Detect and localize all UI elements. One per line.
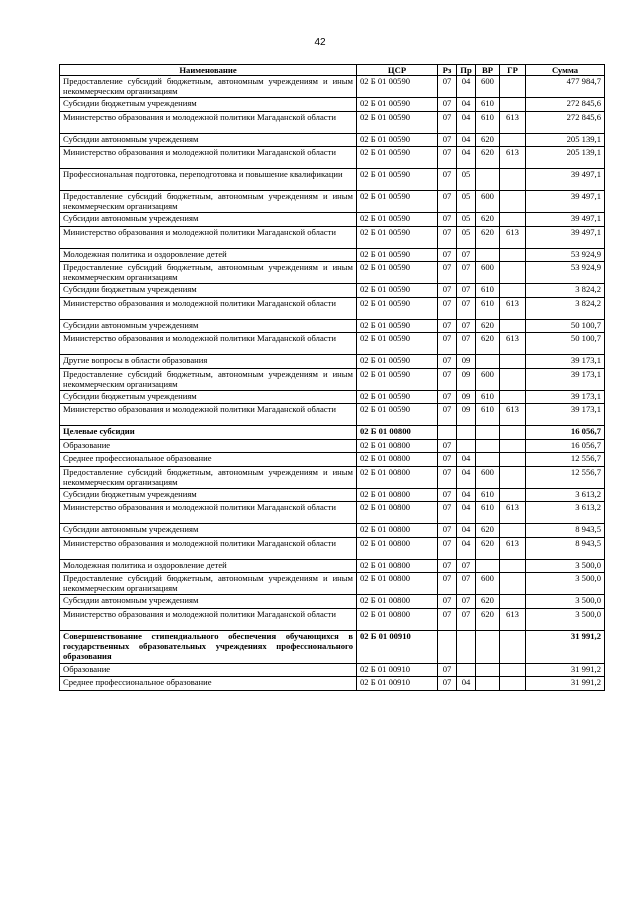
cell-csr: 02 Б 01 00800 [357, 453, 438, 467]
cell-gr [500, 213, 526, 227]
cell-rz: 07 [438, 439, 457, 453]
cell-vr [476, 439, 500, 453]
table-row [60, 111, 605, 133]
table-row [60, 76, 605, 98]
cell-gr [500, 284, 526, 298]
cell-pr: 04 [457, 76, 476, 98]
column-header-pr: Пр [457, 65, 476, 76]
cell-gr [500, 573, 526, 595]
table-row [60, 297, 605, 319]
cell-vr: 610 [476, 98, 500, 112]
cell-rz: 07 [438, 133, 457, 147]
cell-vr [476, 559, 500, 573]
cell-name: Предоставление субсидий бюджетным, автономным учреждениям и иным некоммерческим организациям [60, 466, 357, 488]
table-row [60, 524, 605, 538]
table-row [60, 147, 605, 169]
cell-vr: 620 [476, 319, 500, 333]
cell-pr: 07 [457, 297, 476, 319]
cell-sum: 3 500,0 [526, 559, 605, 573]
cell-name: Предоставление субсидий бюджетным, автономным учреждениям и иным некоммерческим организациям [60, 191, 357, 213]
table-row [60, 191, 605, 213]
cell-name: Субсидии бюджетным учреждениям [60, 488, 357, 502]
cell-sum: 31 991,2 [526, 630, 605, 663]
cell-gr [500, 559, 526, 573]
table-row [60, 133, 605, 147]
cell-csr: 02 Б 01 00590 [357, 333, 438, 355]
cell-pr: 09 [457, 355, 476, 369]
cell-gr [500, 390, 526, 404]
cell-sum: 39 497,1 [526, 213, 605, 227]
cell-gr [500, 169, 526, 191]
cell-rz: 07 [438, 453, 457, 467]
cell-gr [500, 319, 526, 333]
cell-name: Предоставление субсидий бюджетным, автономным учреждениям и иным некоммерческим организациям [60, 368, 357, 390]
cell-gr [500, 98, 526, 112]
page-number: 42 [314, 37, 326, 48]
cell-vr [476, 677, 500, 691]
cell-pr: 09 [457, 404, 476, 426]
cell-csr: 02 Б 01 00590 [357, 191, 438, 213]
cell-pr: 04 [457, 677, 476, 691]
cell-gr: 613 [500, 404, 526, 426]
cell-pr: 05 [457, 213, 476, 227]
cell-name: Министерство образования и молодежной политики Магаданской области [60, 297, 357, 319]
cell-name: Среднее профессиональнoе образование [60, 677, 357, 691]
table-row [60, 333, 605, 355]
cell-name: Другие вопросы в области образования [60, 355, 357, 369]
cell-sum: 8 943,5 [526, 537, 605, 559]
cell-sum: 16 056,7 [526, 426, 605, 440]
cell-csr: 02 Б 01 00800 [357, 466, 438, 488]
cell-vr: 610 [476, 284, 500, 298]
cell-vr: 610 [476, 502, 500, 524]
table-row [60, 663, 605, 677]
cell-sum: 53 924,9 [526, 248, 605, 262]
cell-csr: 02 Б 01 00910 [357, 630, 438, 663]
cell-gr [500, 524, 526, 538]
table-row [60, 368, 605, 390]
cell-sum: 12 556,7 [526, 466, 605, 488]
cell-pr: 07 [457, 319, 476, 333]
cell-csr: 02 Б 01 00590 [357, 226, 438, 248]
table-row [60, 226, 605, 248]
cell-csr: 02 Б 01 00910 [357, 663, 438, 677]
cell-rz: 07 [438, 191, 457, 213]
cell-rz: 07 [438, 524, 457, 538]
cell-name: Министерство образования и молодежной политики Магаданской области [60, 502, 357, 524]
cell-sum: 16 056,7 [526, 439, 605, 453]
cell-name: Предоставление субсидий бюджетным, автономным учреждениям и иным некоммерческим организациям [60, 573, 357, 595]
cell-rz: 07 [438, 169, 457, 191]
table-row [60, 537, 605, 559]
cell-csr: 02 Б 01 00590 [357, 262, 438, 284]
cell-vr [476, 663, 500, 677]
cell-rz: 07 [438, 595, 457, 609]
table-row [60, 595, 605, 609]
cell-pr: 07 [457, 573, 476, 595]
cell-vr: 620 [476, 226, 500, 248]
cell-rz: 07 [438, 502, 457, 524]
cell-name: Субсидии бюджетным учреждениям [60, 98, 357, 112]
cell-gr [500, 663, 526, 677]
cell-sum: 39 173,1 [526, 404, 605, 426]
cell-pr: 04 [457, 98, 476, 112]
cell-name: Субсидии автономным учреждениям [60, 524, 357, 538]
cell-name: Целевые субсидии [60, 426, 357, 440]
cell-gr: 613 [500, 226, 526, 248]
cell-pr: 04 [457, 502, 476, 524]
table-row [60, 466, 605, 488]
cell-csr: 02 Б 01 00800 [357, 524, 438, 538]
table-body [60, 76, 605, 691]
table-row [60, 284, 605, 298]
table-row [60, 98, 605, 112]
table-row [60, 559, 605, 573]
cell-csr: 02 Б 01 00590 [357, 213, 438, 227]
cell-name: Министерство образования и молодежной политики Магаданской области [60, 333, 357, 355]
cell-name: Министерство образования и молодежной политики Магаданской области [60, 111, 357, 133]
table-row [60, 677, 605, 691]
table-header-row [60, 65, 605, 76]
cell-csr: 02 Б 01 00800 [357, 608, 438, 630]
table-row [60, 390, 605, 404]
table-row [60, 426, 605, 440]
cell-sum: 8 943,5 [526, 524, 605, 538]
cell-pr: 07 [457, 248, 476, 262]
table-row [60, 608, 605, 630]
cell-gr: 613 [500, 502, 526, 524]
column-header-sum: Сумма [526, 65, 605, 76]
cell-sum: 3 613,2 [526, 488, 605, 502]
cell-vr: 620 [476, 147, 500, 169]
cell-pr: 07 [457, 262, 476, 284]
cell-sum: 3 500,0 [526, 595, 605, 609]
cell-vr: 620 [476, 608, 500, 630]
cell-name: Субсидии бюджетным учреждениям [60, 284, 357, 298]
cell-rz: 07 [438, 333, 457, 355]
cell-sum: 39 173,1 [526, 355, 605, 369]
cell-gr [500, 595, 526, 609]
cell-name: Субсидии автономным учреждениям [60, 319, 357, 333]
cell-rz: 07 [438, 608, 457, 630]
cell-vr: 600 [476, 191, 500, 213]
cell-rz: 07 [438, 355, 457, 369]
cell-rz: 07 [438, 537, 457, 559]
cell-sum: 39 497,1 [526, 191, 605, 213]
cell-pr [457, 439, 476, 453]
cell-csr: 02 Б 01 00590 [357, 404, 438, 426]
cell-vr: 600 [476, 262, 500, 284]
cell-gr [500, 426, 526, 440]
cell-rz: 07 [438, 111, 457, 133]
cell-pr: 04 [457, 524, 476, 538]
table-row [60, 453, 605, 467]
cell-pr [457, 663, 476, 677]
cell-rz: 07 [438, 262, 457, 284]
cell-name: Субсидии автономным учреждениям [60, 133, 357, 147]
cell-sum: 477 984,7 [526, 76, 605, 98]
cell-sum: 3 500,0 [526, 573, 605, 595]
cell-name: Министерство образования и молодежной политики Магаданской области [60, 404, 357, 426]
cell-sum: 50 100,7 [526, 319, 605, 333]
cell-rz: 07 [438, 368, 457, 390]
cell-csr: 02 Б 01 00800 [357, 439, 438, 453]
cell-name: Молодежная политика и оздоровление детей [60, 248, 357, 262]
cell-rz: 07 [438, 573, 457, 595]
cell-pr: 07 [457, 608, 476, 630]
cell-pr: 04 [457, 466, 476, 488]
cell-csr: 02 Б 01 00590 [357, 111, 438, 133]
cell-name: Предоставление субсидий бюджетным, автономным учреждениям и иным некоммерческим организациям [60, 76, 357, 98]
table-row [60, 488, 605, 502]
cell-pr: 07 [457, 595, 476, 609]
cell-pr: 07 [457, 559, 476, 573]
cell-gr: 613 [500, 333, 526, 355]
cell-gr: 613 [500, 297, 526, 319]
cell-rz: 07 [438, 98, 457, 112]
cell-name: Субсидии бюджетным учреждениям [60, 390, 357, 404]
budget-table [59, 64, 605, 691]
column-header-gr: ГР [500, 65, 526, 76]
cell-rz: 07 [438, 390, 457, 404]
cell-sum: 39 497,1 [526, 226, 605, 248]
cell-rz: 07 [438, 677, 457, 691]
cell-sum: 50 100,7 [526, 333, 605, 355]
cell-csr: 02 Б 01 00800 [357, 573, 438, 595]
cell-pr: 04 [457, 453, 476, 467]
cell-vr: 620 [476, 213, 500, 227]
cell-pr: 05 [457, 169, 476, 191]
cell-rz [438, 426, 457, 440]
cell-pr: 04 [457, 488, 476, 502]
cell-pr: 07 [457, 284, 476, 298]
table-row [60, 573, 605, 595]
cell-name: Предоставление субсидий бюджетным, автономным учреждениям и иным некоммерческим организациям [60, 262, 357, 284]
cell-csr: 02 Б 01 00800 [357, 502, 438, 524]
cell-csr: 02 Б 01 00590 [357, 147, 438, 169]
cell-sum: 272 845,6 [526, 111, 605, 133]
cell-gr: 613 [500, 147, 526, 169]
cell-sum: 205 139,1 [526, 133, 605, 147]
cell-gr [500, 466, 526, 488]
table-row [60, 262, 605, 284]
cell-sum: 39 173,1 [526, 368, 605, 390]
cell-gr [500, 76, 526, 98]
cell-gr: 613 [500, 608, 526, 630]
cell-rz: 07 [438, 284, 457, 298]
cell-sum: 3 824,2 [526, 284, 605, 298]
cell-csr: 02 Б 01 00590 [357, 76, 438, 98]
cell-gr [500, 248, 526, 262]
cell-vr [476, 355, 500, 369]
cell-csr: 02 Б 01 00590 [357, 390, 438, 404]
cell-vr: 600 [476, 573, 500, 595]
cell-name: Министерство образования и молодежной политики Магаданской области [60, 147, 357, 169]
column-header-name: Наименование [60, 65, 357, 76]
cell-vr: 620 [476, 333, 500, 355]
cell-csr: 02 Б 01 00800 [357, 537, 438, 559]
cell-name: Министерство образования и молодежной политики Магаданской области [60, 226, 357, 248]
cell-pr: 09 [457, 390, 476, 404]
cell-rz: 07 [438, 76, 457, 98]
cell-pr: 04 [457, 147, 476, 169]
cell-sum: 3 824,2 [526, 297, 605, 319]
cell-vr: 600 [476, 466, 500, 488]
cell-name: Совершенствование стипендиального обеспечения обучающихся в государственных образовательных учреждениях профессионального образования [60, 630, 357, 663]
cell-vr: 620 [476, 595, 500, 609]
cell-vr: 620 [476, 524, 500, 538]
cell-csr: 02 Б 01 00590 [357, 133, 438, 147]
cell-sum: 205 139,1 [526, 147, 605, 169]
cell-pr: 04 [457, 111, 476, 133]
cell-vr: 610 [476, 297, 500, 319]
cell-csr: 02 Б 01 00800 [357, 426, 438, 440]
cell-vr: 610 [476, 488, 500, 502]
table-row [60, 213, 605, 227]
table-row [60, 319, 605, 333]
column-header-csr: ЦСР [357, 65, 438, 76]
table-row [60, 439, 605, 453]
cell-sum: 3 500,0 [526, 608, 605, 630]
cell-gr [500, 488, 526, 502]
cell-gr [500, 355, 526, 369]
cell-name: Образование [60, 663, 357, 677]
cell-rz: 07 [438, 319, 457, 333]
cell-gr [500, 630, 526, 663]
cell-vr: 620 [476, 537, 500, 559]
cell-gr [500, 439, 526, 453]
cell-csr: 02 Б 01 00800 [357, 488, 438, 502]
cell-vr: 610 [476, 390, 500, 404]
cell-name: Субсидии автономным учреждениям [60, 595, 357, 609]
cell-vr: 600 [476, 76, 500, 98]
cell-vr [476, 453, 500, 467]
cell-pr [457, 426, 476, 440]
cell-csr: 02 Б 01 00590 [357, 368, 438, 390]
cell-sum: 39 173,1 [526, 390, 605, 404]
cell-name: Субсидии автономным учреждениям [60, 213, 357, 227]
cell-vr: 610 [476, 111, 500, 133]
cell-csr: 02 Б 01 00800 [357, 595, 438, 609]
cell-csr: 02 Б 01 00590 [357, 297, 438, 319]
cell-rz [438, 630, 457, 663]
cell-sum: 3 613,2 [526, 502, 605, 524]
cell-gr [500, 191, 526, 213]
cell-csr: 02 Б 01 00590 [357, 319, 438, 333]
cell-csr: 02 Б 01 00910 [357, 677, 438, 691]
cell-rz: 07 [438, 404, 457, 426]
cell-csr: 02 Б 01 00800 [357, 559, 438, 573]
table-row [60, 502, 605, 524]
cell-csr: 02 Б 01 00590 [357, 169, 438, 191]
cell-pr: 04 [457, 133, 476, 147]
cell-sum: 39 497,1 [526, 169, 605, 191]
cell-gr [500, 133, 526, 147]
cell-csr: 02 Б 01 00590 [357, 248, 438, 262]
cell-sum: 12 556,7 [526, 453, 605, 467]
cell-csr: 02 Б 01 00590 [357, 355, 438, 369]
cell-rz: 07 [438, 297, 457, 319]
cell-name: Профессиональная подготовка, переподготовка и повышение квалификации [60, 169, 357, 191]
table-row [60, 248, 605, 262]
cell-rz: 07 [438, 213, 457, 227]
column-header-rz: Рз [438, 65, 457, 76]
cell-gr: 613 [500, 537, 526, 559]
column-header-vr: ВР [476, 65, 500, 76]
table-row [60, 630, 605, 663]
cell-name: Министерство образования и молодежной политики Магаданской области [60, 537, 357, 559]
cell-gr [500, 453, 526, 467]
cell-gr [500, 262, 526, 284]
cell-rz: 07 [438, 466, 457, 488]
cell-gr [500, 677, 526, 691]
cell-vr [476, 630, 500, 663]
cell-gr [500, 368, 526, 390]
cell-csr: 02 Б 01 00590 [357, 284, 438, 298]
cell-pr: 05 [457, 226, 476, 248]
cell-rz: 07 [438, 559, 457, 573]
cell-pr: 09 [457, 368, 476, 390]
cell-vr [476, 426, 500, 440]
cell-vr: 600 [476, 368, 500, 390]
cell-pr: 05 [457, 191, 476, 213]
cell-name: Молодежная политика и оздоровление детей [60, 559, 357, 573]
cell-rz: 07 [438, 488, 457, 502]
cell-vr: 620 [476, 133, 500, 147]
cell-pr [457, 630, 476, 663]
cell-pr: 07 [457, 333, 476, 355]
cell-gr: 613 [500, 111, 526, 133]
cell-sum: 272 845,6 [526, 98, 605, 112]
table-row [60, 404, 605, 426]
cell-sum: 31 991,2 [526, 677, 605, 691]
cell-rz: 07 [438, 226, 457, 248]
cell-sum: 53 924,9 [526, 262, 605, 284]
table-row [60, 169, 605, 191]
table-row [60, 355, 605, 369]
cell-pr: 04 [457, 537, 476, 559]
cell-vr: 610 [476, 404, 500, 426]
cell-vr [476, 169, 500, 191]
cell-name: Образование [60, 439, 357, 453]
cell-rz: 07 [438, 147, 457, 169]
cell-name: Министерство образования и молодежной политики Магаданской области [60, 608, 357, 630]
cell-csr: 02 Б 01 00590 [357, 98, 438, 112]
cell-sum: 31 991,2 [526, 663, 605, 677]
cell-rz: 07 [438, 663, 457, 677]
cell-rz: 07 [438, 248, 457, 262]
cell-name: Среднее профессиональнoе образование [60, 453, 357, 467]
cell-vr [476, 248, 500, 262]
